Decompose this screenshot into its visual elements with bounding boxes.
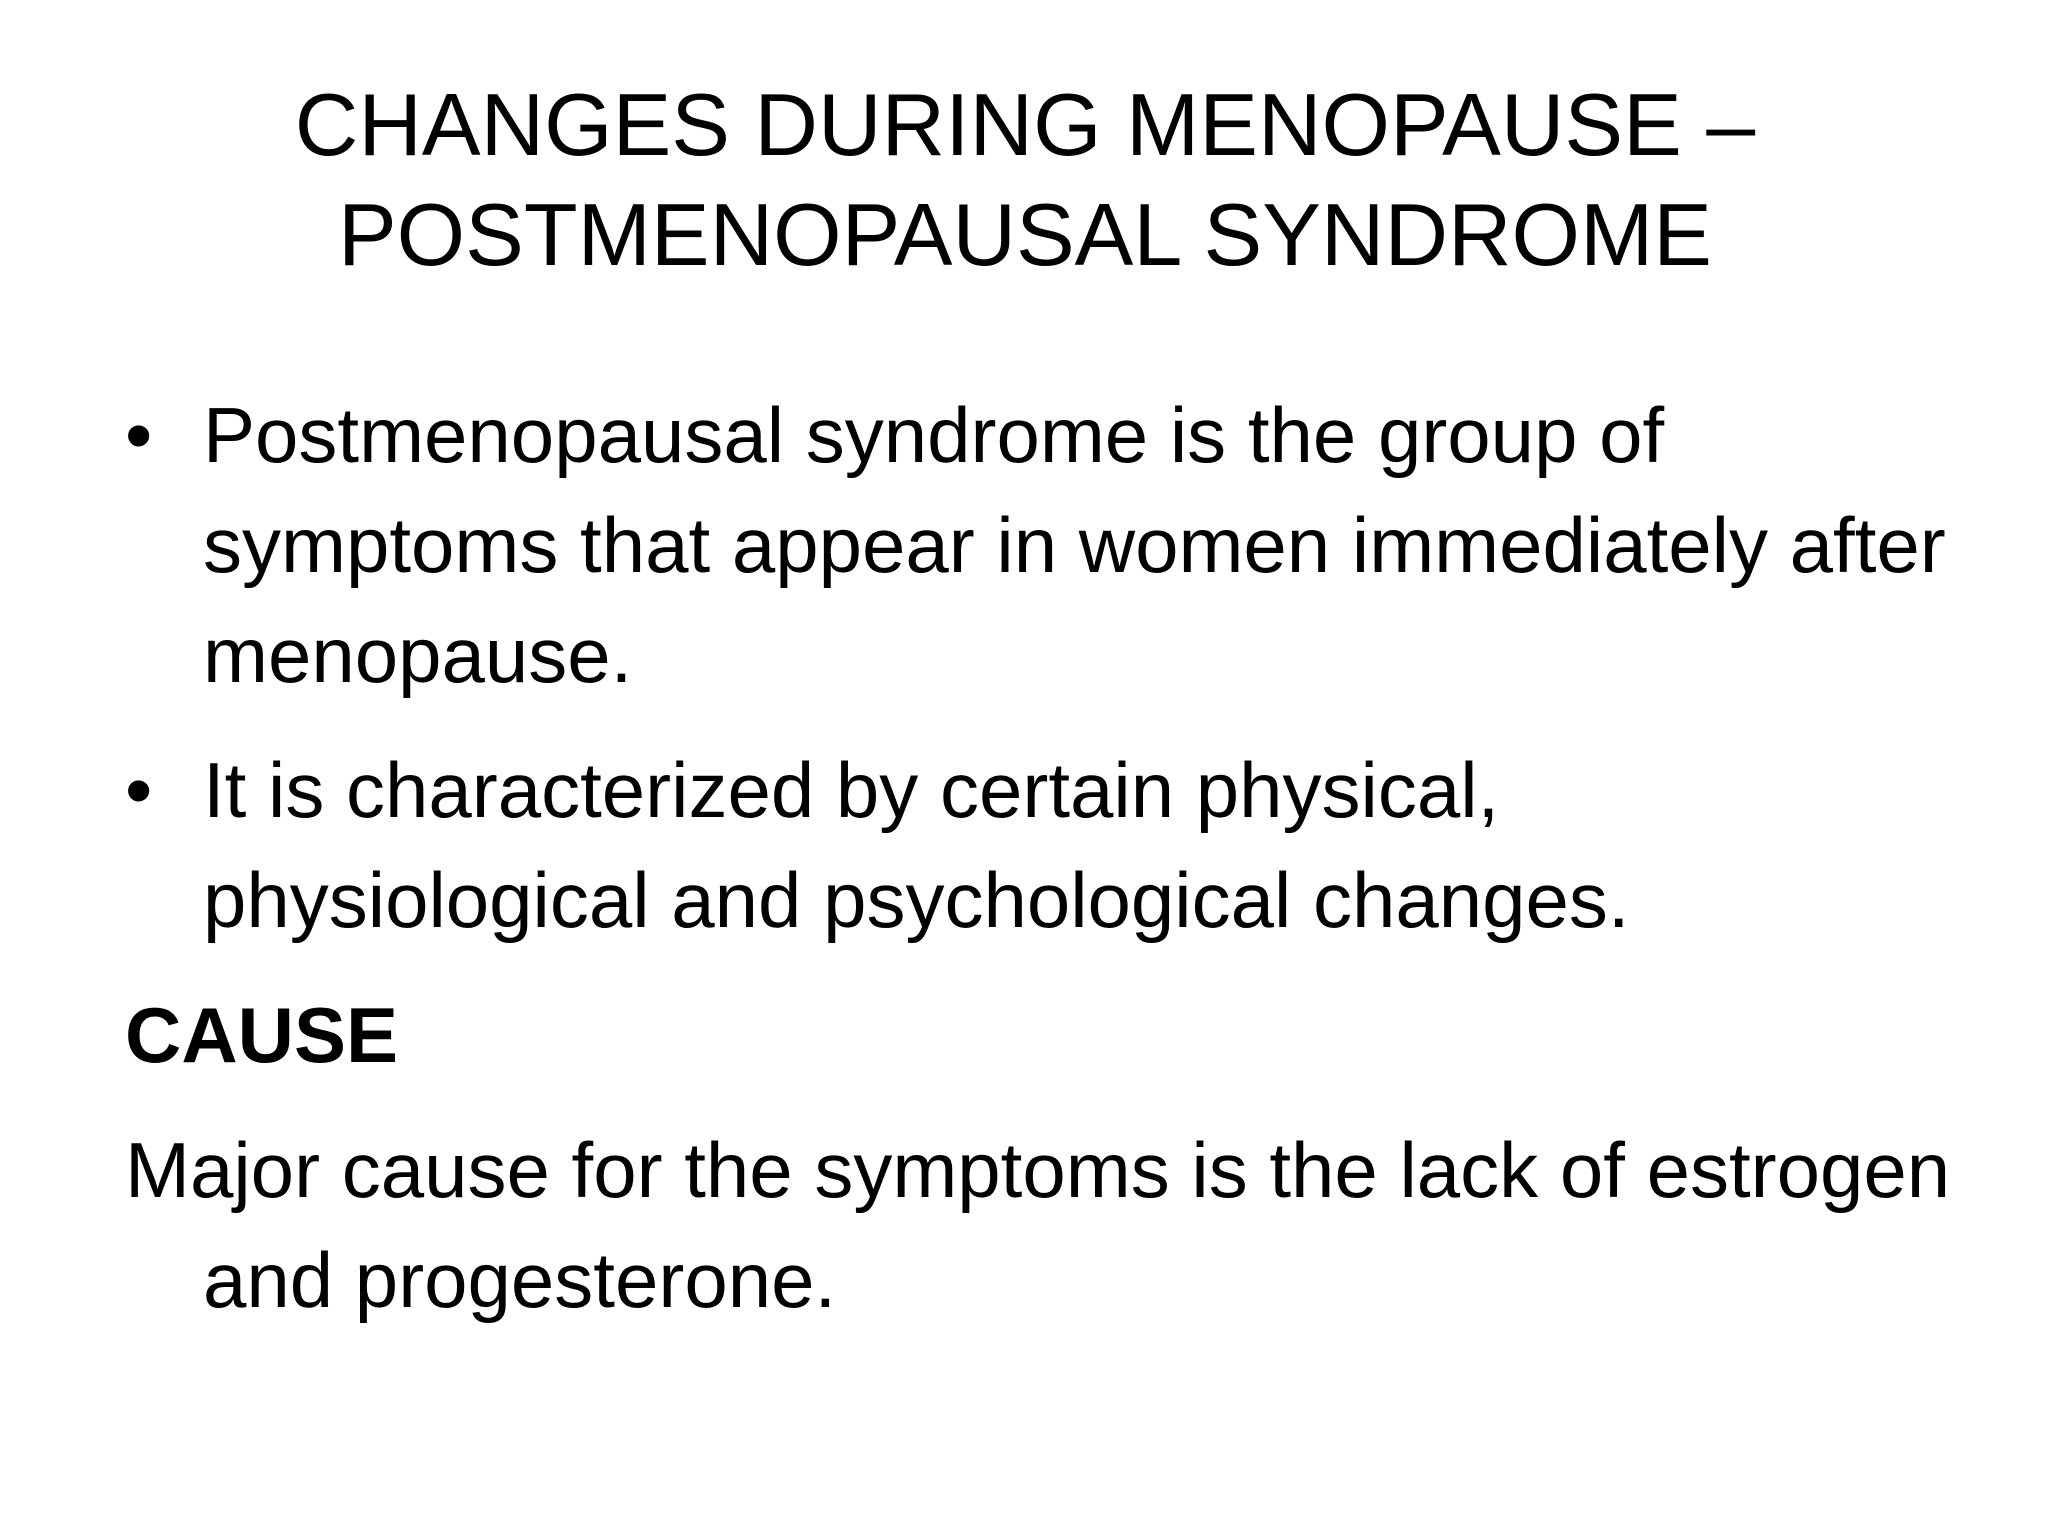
bullet-list: [125, 380, 1955, 955]
bullet-item-1: [125, 380, 1955, 710]
bullet-text-1: Postmenopausal syndrome is the group of symptoms that appear in women immediately after menopause.: [203, 391, 1946, 699]
slide-title-line-1: CHANGES DURING MENOPAUSE –: [294, 75, 1756, 174]
bullet-dot-icon: •: [125, 391, 153, 479]
slide-title-line-2: POSTMENOPAUSAL SYNDROME: [337, 185, 1712, 284]
slide-title: [150, 70, 1900, 290]
slide-body: [125, 380, 1955, 1335]
bullet-item-2: [125, 735, 1955, 955]
bullet-text-2: It is characterized by certain physical, physiological and psychological changes.: [203, 746, 1630, 944]
bullet-dot-icon: •: [125, 746, 153, 834]
cause-heading: CAUSE: [125, 991, 399, 1079]
cause-paragraph: Major cause for the symptoms is the lack of estrogen and progesterone.: [125, 1126, 1951, 1324]
